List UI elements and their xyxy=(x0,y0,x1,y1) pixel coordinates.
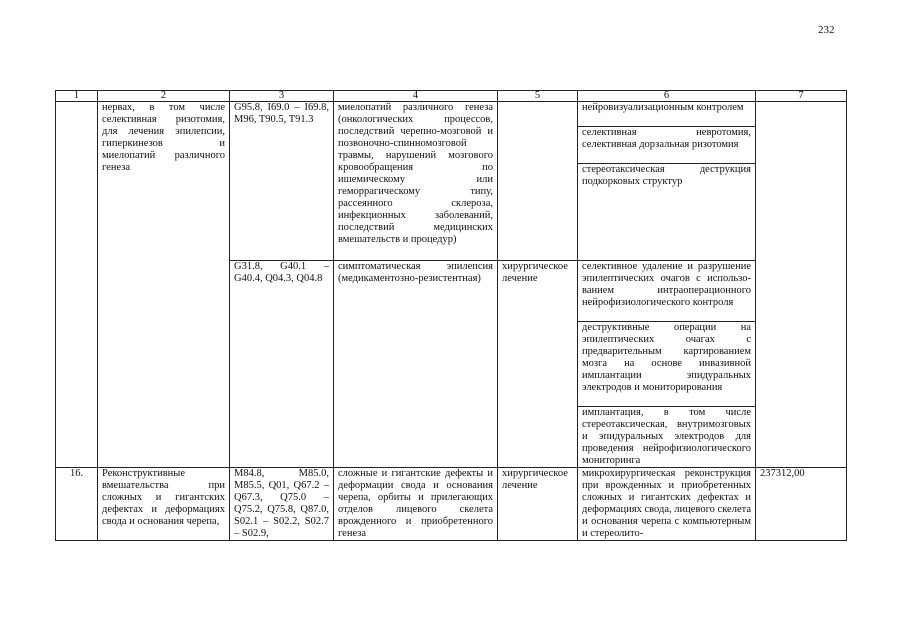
header-cell: 1 xyxy=(56,91,98,102)
icd-codes-cell: G31.8, G40.1 – G40.4, Q04.3, Q04.8 xyxy=(230,261,334,468)
cost-cell xyxy=(756,102,847,468)
header-cell: 6 xyxy=(578,91,756,102)
header-cell: 7 xyxy=(756,91,847,102)
medical-services-table xyxy=(55,90,847,541)
table-row xyxy=(56,102,847,127)
method-cell: нейровизуализационным контролем xyxy=(578,102,756,127)
treatment-type-cell: хирургическое лечение xyxy=(498,261,578,468)
icd-codes-cell: M84.8, M85.0, M85.5, Q01, Q67.2 – Q67.3, Q75.0 – Q75.2, Q75.8, Q87.0, S02.1 – S02.2, S02.7 – S02.9, xyxy=(230,468,334,541)
page-number: 232 xyxy=(818,24,835,36)
icd-codes-cell: G95.8, I69.0 – I69.8, M96, T90.5, T91.3 xyxy=(230,102,334,261)
method-cell: имплантация, в том числе стереотаксическая, внутримозговых и эпидуральных электродов для проведения нейрофизиологического мониторинга xyxy=(578,407,756,468)
header-cell: 5 xyxy=(498,91,578,102)
header-cell: 2 xyxy=(98,91,230,102)
header-cell: 3 xyxy=(230,91,334,102)
method-cell: деструктивные операции на эпилептических очагах с предварительным картированием мозга на основе инвазивной имплантации эпидуральных электродов и мониторирования xyxy=(578,322,756,407)
patient-model-cell: симптоматическая эпилепсия (медикаментозно-резистентная) xyxy=(334,261,498,468)
method-cell: стереотаксическая деструкция подкорковых структур xyxy=(578,164,756,261)
procedure-name-cell: нервах, в том числе селективная ризотомия, для лечения эпилепсии, гиперкинезов и миелопатий различного генеза xyxy=(98,102,230,468)
treatment-type-cell: хирургическое лечение xyxy=(498,468,578,541)
cost-cell: 237312,00 xyxy=(756,468,847,541)
method-cell: микрохирургическая реконструкция при врожденных и приобретенных сложных и гигантских дефектах и деформациях свода, лицевого скелета и основания черепа с компьютерным и стереолито- xyxy=(578,468,756,541)
table-row xyxy=(56,468,847,541)
patient-model-cell: сложные и гигантские дефекты и деформации свода и основания черепа, орбиты и прилегающих отделов лицевого скелета врожденного и приобретенного генеза xyxy=(334,468,498,541)
treatment-type-cell xyxy=(498,102,578,261)
header-cell: 4 xyxy=(334,91,498,102)
header-row xyxy=(56,91,847,102)
row-number-cell: 16. xyxy=(56,468,98,541)
method-cell: селективная невротомия, селективная дорзальная ризотомия xyxy=(578,127,756,164)
procedure-name-cell: Реконструктивные вмешательства при сложных и гигантских дефектах и деформациях свода и основания черепа, xyxy=(98,468,230,541)
patient-model-cell: миелопатий различного генеза (онкологических процессов, последствий черепно-мозговой и позвоночно-спинномозговой травмы, нарушений мозгового кровообращения по ишемическому или геморрагическому типу, рассеянного склероза, инфекционных заболеваний, последствий медицинских вмешательств и процедур) xyxy=(334,102,498,261)
method-cell: селективное удаление и разрушение эпилептических очагов с использо-ванием интраоперационного нейрофизиологического контроля xyxy=(578,261,756,322)
row-number-cell xyxy=(56,102,98,468)
